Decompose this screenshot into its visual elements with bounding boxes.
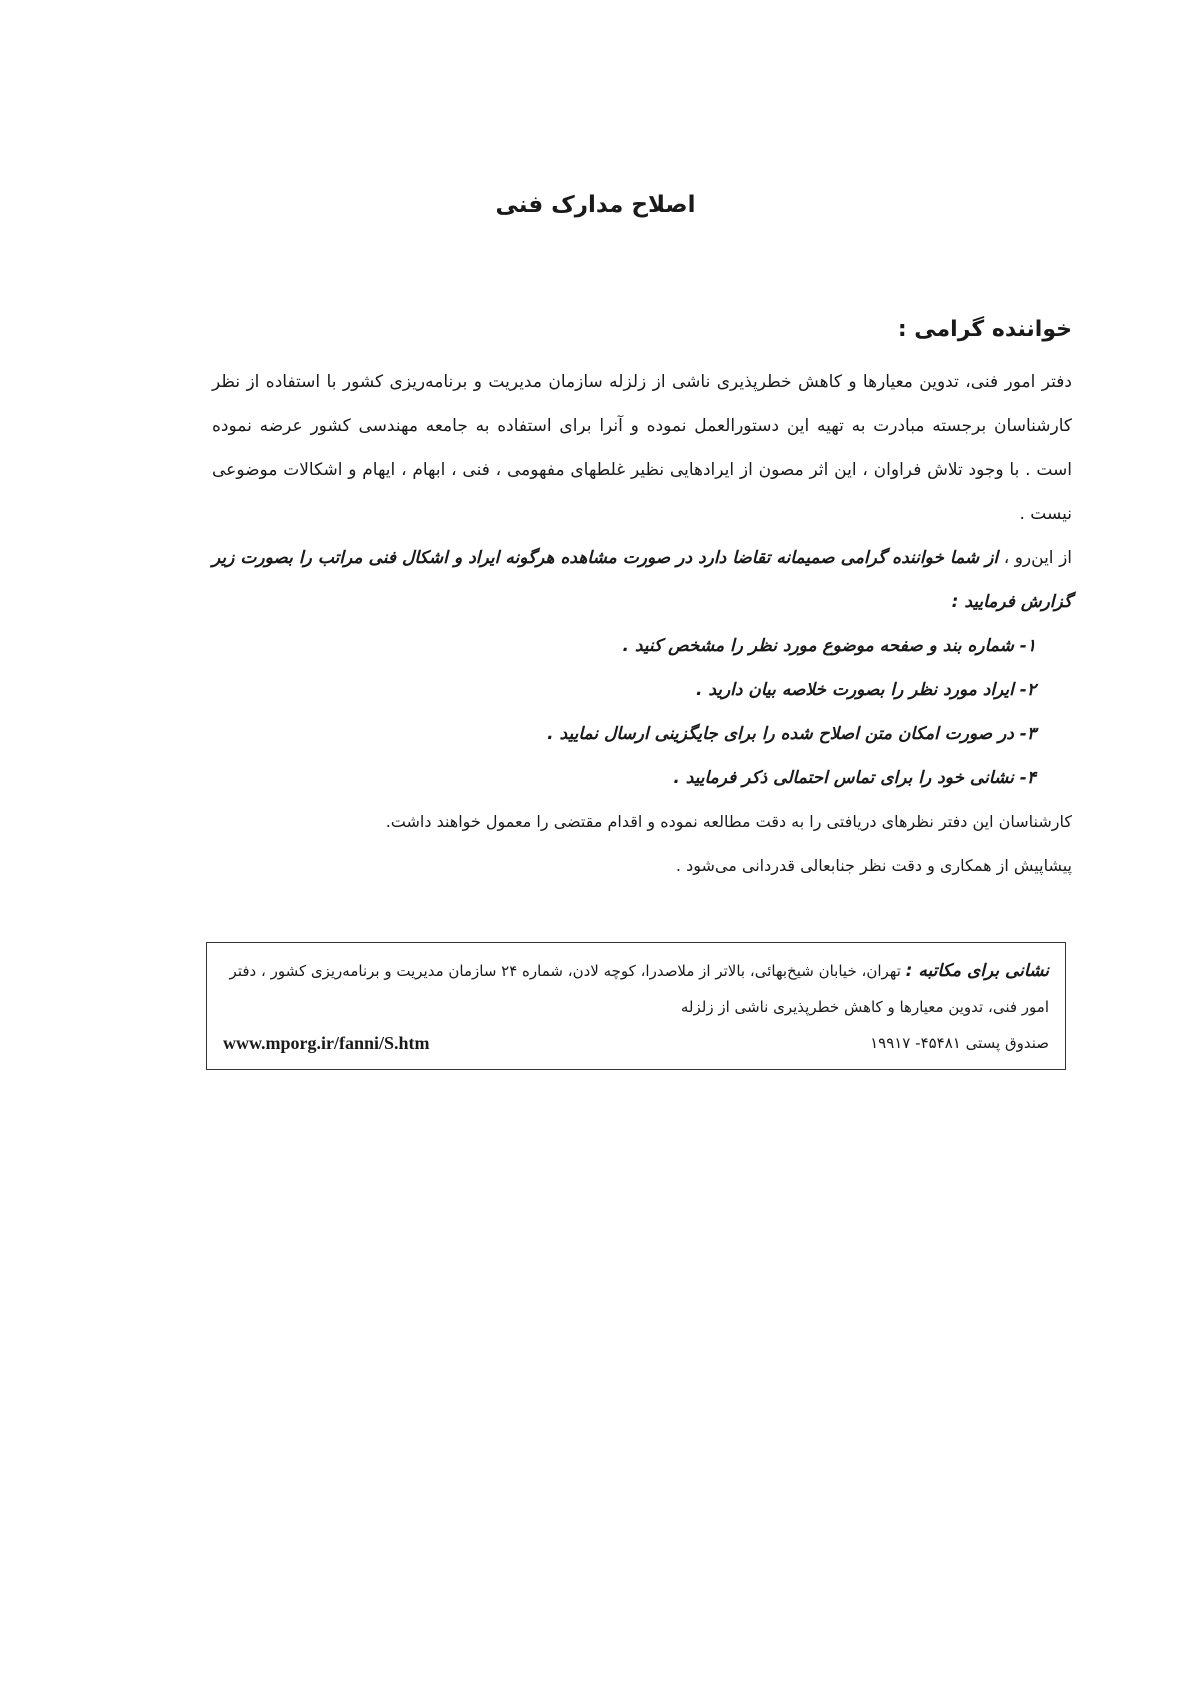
page-title: اصلاح مدارک فنی (495, 192, 696, 218)
list-item: ۲- ایراد مورد نظر را بصورت خلاصه بیان دارید . (695, 680, 1036, 700)
address-label: نشانی برای مکاتبه : (905, 961, 1049, 981)
list-item: ۳- در صورت امکان متن اصلاح شده را برای جایگزینی ارسال نمایید . (547, 724, 1036, 744)
instruction-list (212, 624, 1072, 800)
letter-body (212, 312, 1072, 888)
request-emphasis: از شما خواننده گرامی صمیمانه تقاضا دارد در صورت مشاهده هرگونه ایراد و اشکال فنی مراتب را بصورت زیر گزارش فرمایید : (212, 548, 1072, 612)
address-text-block (223, 953, 1049, 1025)
closing-statement: کارشناسان این دفتر نظرهای دریافتی را به دقت مطالعه نموده و اقدام مقتضی را معمول خواهند داشت. (385, 812, 1072, 831)
address-box (206, 942, 1066, 1070)
request-lead: از این‌رو ، (1003, 548, 1072, 568)
website-link[interactable]: www.mporg.ir/fanni/S.htm (223, 1033, 430, 1053)
greeting-heading: خواننده گرامی : (897, 317, 1072, 342)
list-item: ۴- نشانی خود را برای تماس احتمالی ذکر فرمایید . (673, 768, 1036, 788)
po-box: صندوق پستی ۴۵۴۸۱- ۱۹۹۱۷ (870, 1034, 1049, 1052)
list-item: ۱- شماره بند و صفحه موضوع مورد نظر را مشخص کنید . (622, 636, 1036, 656)
request-paragraph (212, 536, 1072, 624)
address-footer (223, 1025, 1049, 1061)
thanks-statement: پیشاپیش از همکاری و دقت نظر جنابعالی قدردانی می‌شود . (675, 856, 1072, 875)
address-text: تهران، خیابان شیخ‌بهائی، بالاتر از ملاصدرا، کوچه لادن، شماره ۲۴ سازمان مدیریت و برنامه‌ریزی کشور ، دفتر امور فنی، تدوین معیارها و کاهش خطرپذیری ناشی از زلزله (229, 962, 1049, 1016)
intro-paragraph: دفتر امور فنی، تدوین معیارها و کاهش خطرپذیری ناشی از زلزله سازمان مدیریت و برنامه‌ریزی کشور با استفاده از نظر کارشناسان برجسته مبادرت به تهیه این دستورالعمل نموده و آنرا برای استفاده به جامعه مهندسی کشور عرضه نموده است . با وجود تلاش فراوان ، این اثر مصون از ایرادهایی نظیر غلطهای مفهومی ، فنی ، ابهام ، ایهام و اشکالات موضوعی نیست . (212, 372, 1072, 524)
